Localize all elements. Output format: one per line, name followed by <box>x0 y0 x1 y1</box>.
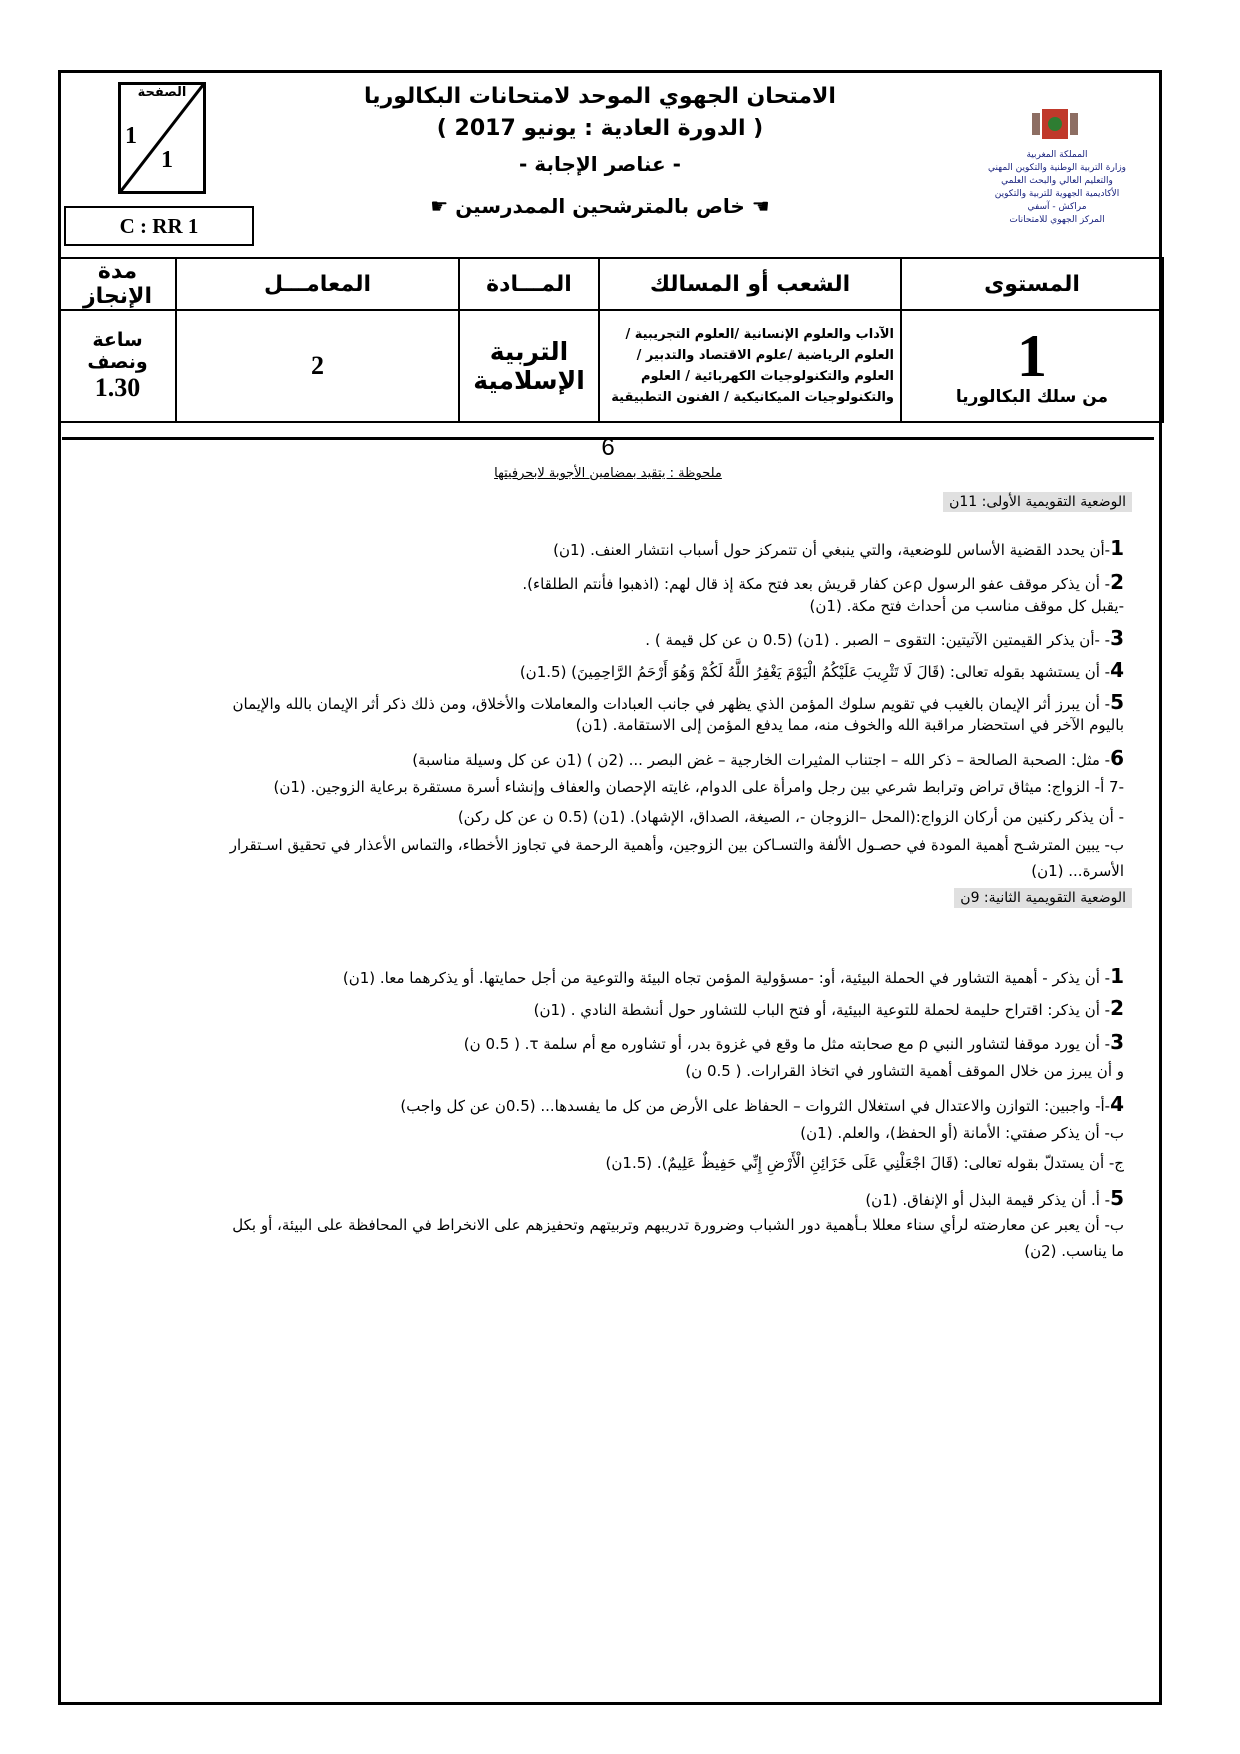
section-2-title: الوضعية التقويمية الثانية: 9ن <box>954 888 1132 908</box>
subject-line-1: التربية <box>489 337 569 366</box>
answer-line <box>1024 1242 1124 1260</box>
answer-text: -أن يحدد القضية الأساس للوضعية، والتي ينبغي أن تتمركز حول أسباب انتشار العنف. (1ن) <box>553 541 1111 559</box>
answer-line <box>576 716 1124 734</box>
note: ملحوظة : يتقيد بمضامين الأجوبة لابحرفيتها <box>494 466 722 481</box>
answer-line <box>458 808 1124 826</box>
candidates-type-text: خاص بالمترشحين الممدرسين <box>455 194 745 218</box>
answer-line <box>412 746 1124 770</box>
coat-of-arms-icon <box>972 105 1142 145</box>
item-number: 4 <box>1110 658 1124 682</box>
answer-text: - أن يورد موقفا لتشاور النبي ρ مع صحابته مثل ما وقع في غزوة بدر، أو تشاوره مع أم سلمة τ. ( 0.5 ن) <box>463 1035 1111 1053</box>
answer-line <box>685 1062 1124 1080</box>
answer-line <box>232 1216 1124 1234</box>
level-text: من سلك البكالوريا <box>955 387 1109 407</box>
item-number: 5 <box>1110 690 1124 714</box>
answer-text: ب- أن يعبر عن معارضته لرأي سناء معللا بـأهمية دور الشباب وضرورة تدريبهم وتربيتهم وتحفيزهم على الانخراط في المحافظة على البيئة، أو بكل <box>232 1216 1124 1234</box>
exam-code: C : RR 1 <box>64 206 254 246</box>
answer-text: - أ. أن يذكر قيمة البذل أو الإنفاق. (1ن) <box>865 1191 1111 1209</box>
header-branches: الشعب أو المسالك <box>599 258 901 310</box>
branches-cell <box>599 310 901 422</box>
item-number: 1 <box>1110 536 1124 560</box>
table-header-row <box>59 258 1163 310</box>
duration-value: 1.30 <box>94 373 141 402</box>
answer-text: ما يناسب. (2ن) <box>1024 1242 1124 1260</box>
level-cell <box>901 310 1163 422</box>
page-num: 1 <box>125 123 137 149</box>
duration-cell <box>59 310 176 422</box>
item-number: 3 <box>1110 626 1124 650</box>
page-mark: 6 <box>601 434 615 461</box>
item-number: 2 <box>1110 996 1124 1020</box>
item-number: 4 <box>1110 1092 1124 1116</box>
item-number: 3 <box>1110 1030 1124 1054</box>
answer-text: باليوم الآخر في استحضار مراقبة الله والخوف منه، مما يدفع المؤمن إلى الاستقامة. (1ن) <box>575 716 1124 734</box>
header-duration: مدة الإنجاز <box>59 258 176 310</box>
answer-text: - أن يبرز أثر الإيمان بالغيب في تقويم سلوك المؤمن الذي يظهر في جانب العبادات والمعاملات والأخلاق، ومن ذلك ذكر أثر الإيمان بالله والإيمان <box>232 695 1111 713</box>
answer-line <box>273 778 1124 796</box>
subject-line-2: الإسلامية <box>473 366 585 395</box>
answer-line <box>522 570 1124 594</box>
answer-line <box>400 1092 1124 1116</box>
coefficient-cell: 2 <box>176 310 459 422</box>
answer-text: - أن يذكر: اقتراح حليمة لحملة للتوعية البيئية، أو فتح الباب للتشاور حول أنشطة النادي . (1ن) <box>533 1001 1111 1019</box>
answer-line <box>230 836 1124 854</box>
pointing-hand-icon: ☛ <box>430 194 456 218</box>
answer-text: - -أن يذكر القيمتين الآتيتين: التقوى – الصبر . (1ن) (0.5 ن عن كل قيمة ) . <box>645 631 1111 649</box>
header-coefficient: المعامـــل <box>176 258 459 310</box>
answer-line <box>1031 862 1124 880</box>
exam-session: ( الدورة العادية : يونيو 2017 ) <box>436 116 764 141</box>
answer-line <box>464 1030 1124 1054</box>
answer-text: -7 أ- الزواج: ميثاق تراض وترابط شرعي بين رجل وامرأة على الدوام، غايته الإحصان والعفاف وإنشاء أسرة مستقرة برعاية الزوجين. (1ن) <box>273 778 1124 796</box>
answer-text: و أن يبرز من خلال الموقف أهمية التشاور في اتخاذ القرارات. ( 0.5 ن) <box>685 1062 1124 1080</box>
answer-text: ج- أن يستدلّ بقوله تعالى: (قَالَ اجْعَلْنِي عَلَى خَزَائِنِ الْأَرْضِ إِنِّي حَفِيظٌ عَلِيمٌ). (1.5ن) <box>605 1154 1124 1172</box>
answer-line <box>343 964 1124 988</box>
header-level: المستوى <box>901 258 1163 310</box>
header-subject: المـــادة <box>459 258 599 310</box>
answer-line <box>520 658 1124 682</box>
logo-text-line: وزارة التربية الوطنية والتكوين المهني <box>987 163 1127 173</box>
answer-text: - أن يذكر موقف عفو الرسول ρعن كفار قريش بعد فتح مكة إذ قال لهم: (اذهبوا فأنتم الطلقاء). <box>522 575 1111 593</box>
branch-line: الآداب والعلوم الإنسانية /العلوم التجريبية / <box>625 327 894 342</box>
item-number: 6 <box>1110 746 1124 770</box>
logo-text-line: والتعليم العالي والبحث العلمي <box>1001 176 1113 186</box>
page-label: الصفحة <box>137 85 187 100</box>
answer-text: - أن يذكر ركنين من أركان الزواج:(المحل –الزوجان -، الصيغة، الصداق، الإشهاد). (1ن) (0.5 ن عن كل ركن) <box>457 808 1124 826</box>
exam-subtitle: - عناصر الإجابة - <box>519 152 681 176</box>
answer-line <box>534 996 1124 1020</box>
logo-text-line: المركز الجهوي للامتحانات <box>1009 215 1105 225</box>
answer-line <box>800 1124 1124 1142</box>
answer-line <box>865 1186 1124 1210</box>
exam-title: الامتحان الجهوي الموحد لامتحانات البكالوريا <box>364 84 836 109</box>
branch-line: العلوم والتكنولوجيات الكهربائية / العلوم <box>641 369 894 384</box>
section-1-title: الوضعية التقويمية الأولى: 11ن <box>943 492 1132 512</box>
answer-line <box>645 626 1124 650</box>
answer-text: الأسرة... (1ن) <box>1031 862 1124 880</box>
pointing-hand-icon: ☚ <box>744 194 770 218</box>
level-number: 1 <box>1017 323 1047 389</box>
answer-line <box>606 1154 1124 1172</box>
table-value-row <box>59 310 1163 422</box>
answer-text: - مثل: الصحبة الصالحة – ذكر الله – اجتناب المثيرات الخارجية – غض البصر ... (2ن ) (1ن عن كل وسيلة مناسبة) <box>412 751 1111 769</box>
candidates-type <box>350 194 850 218</box>
branch-line: والتكنولوجيات الميكانيكية / الفنون التطبيقية <box>611 390 894 405</box>
answer-text: -أ- واجبين: التوازن والاعتدال في استغلال الثروات – الحفاظ على الأرض من كل ما يفسدها... (0.5ن عن كل واجب) <box>400 1097 1111 1115</box>
logo-text-line: الأكاديمية الجهوية للتربية والتكوين <box>994 189 1120 199</box>
ministry-logo <box>972 105 1142 233</box>
page-total: 1 <box>161 147 173 173</box>
answer-body <box>62 434 1154 1700</box>
logo-text-line: مراكش - آسفي <box>1027 202 1087 212</box>
item-number: 2 <box>1110 570 1124 594</box>
answer-text: - أن يستشهد بقوله تعالى: (قَالَ لَا تَثْرِيبَ عَلَيْكُمُ الْيَوْمَ يَغْفِرُ اللَّهُ لَكُمْ وَهُوَ أَرْحَمُ الرَّاحِمِينَ) (1.5ن) <box>519 663 1111 681</box>
answer-text: ب- أن يذكر صفتي: الأمانة (أو الحفظ)، والعلم. (1ن) <box>800 1124 1124 1142</box>
item-number: 5 <box>1110 1186 1124 1210</box>
answer-text: - أن يذكر - أهمية التشاور في الحملة البيئية، أو: -مسؤولية المؤمن تجاه البيئة والتوعية من أجل حمايتها. أو يذكرهما معا. (1ن) <box>342 969 1111 987</box>
answer-text: ب- يبين المترشـح أهمية المودة في حصـول الألفة والتسـاكن بين الزوجين، وأهمية الرحمة في تجاوز الأخطاء، والتماس الأعذار في تحقيق اسـتقرار <box>229 836 1124 854</box>
answer-text: -يقبل كل موقف مناسب من أحداث فتح مكة. (1ن) <box>809 597 1124 615</box>
item-number: 1 <box>1110 964 1124 988</box>
subject-cell <box>459 310 599 422</box>
exam-info-table <box>58 257 1164 423</box>
answer-line <box>553 536 1124 560</box>
duration-text: ساعة ونصف <box>87 329 148 373</box>
answer-line <box>810 597 1124 615</box>
answer-line <box>233 690 1124 714</box>
branch-line: العلوم الرياضية /علوم الاقتصاد والتدبير / <box>636 348 894 363</box>
page-number-box <box>118 82 206 194</box>
logo-text-line: المملكة المغربية <box>1026 150 1088 160</box>
